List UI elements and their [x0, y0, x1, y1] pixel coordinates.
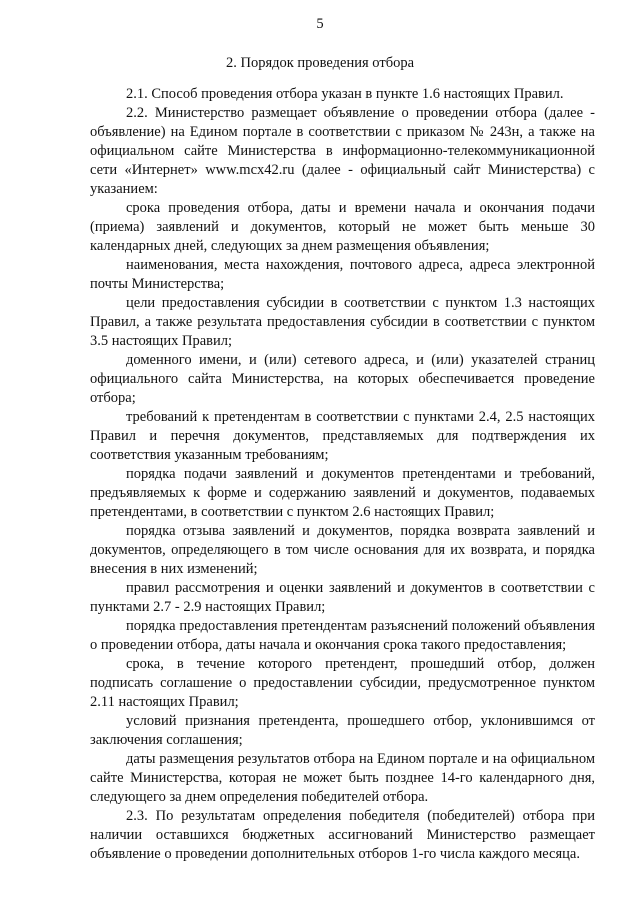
list-item: порядка подачи заявлений и документов претендентами и требований, предъявляемых к форме и содержанию заявлений и документов, подаваемых претендентами, в соответствии с пунктом 2.6 настоящих Правил; [90, 466, 595, 520]
list-item: срока, в течение которого претендент, прошедший отбор, должен подписать соглашение о предоставлении субсидии, предусмотренное пунктом 2.11 настоящих Правил; [90, 656, 595, 710]
list-item: условий признания претендента, прошедшего отбор, уклонившимся от заключения соглашения; [90, 713, 595, 748]
list-item: порядка предоставления претендентам разъяснений положений объявления о проведении отбора, даты начала и окончания срока такого предоставления; [90, 618, 595, 653]
list-item: даты размещения результатов отбора на Едином портале и на официальном сайте Министерства, которая не может быть позднее 14-го календарного дня, следующего за днем определения победителей отбора. [90, 751, 595, 805]
page-number: 5 [316, 16, 324, 32]
list-item: наименования, места нахождения, почтового адреса, адреса электронной почты Министерства; [90, 257, 595, 292]
list-item: цели предоставления субсидии в соответствии с пунктом 1.3 настоящих Правил, а также результата предоставления субсидии в соответствии с пунктом 3.5 настоящих Правил; [90, 295, 595, 349]
paragraph-2-2: 2.2. Министерство размещает объявление о проведении отбора (далее - объявление) на Едином портале в соответствии с приказом № 243н, а также на официальном сайте Министерства в информационно-телекоммуникационной сети «Интернет» www.mcx42.ru (далее - официальный сайт Министерства) с указанием: [90, 105, 595, 197]
list-item: порядка отзыва заявлений и документов, порядка возврата заявлений и документов, определяющего в том числе основания для их возврата, и порядка внесения в них изменений; [90, 523, 595, 577]
list-item: срока проведения отбора, даты и времени начала и окончания подачи (приема) заявлений и документов, который не может быть меньше 30 календарных дней, следующих за днем размещения объявления; [90, 200, 595, 254]
document-body [90, 85, 595, 864]
list-item: требований к претендентам в соответствии с пунктами 2.4, 2.5 настоящих Правил и перечня документов, представляемых для подтверждения их соответствия указанным требованиям; [90, 409, 595, 463]
section-title: 2. Порядок проведения отбора [225, 55, 415, 71]
list-item: доменного имени, и (или) сетевого адреса, и (или) указателей страниц официального сайта Министерства, на которых обеспечивается проведение отбора; [90, 352, 595, 406]
list-item: правил рассмотрения и оценки заявлений и документов в соответствии с пунктами 2.7 - 2.9 настоящих Правил; [90, 580, 595, 615]
paragraph-2-1: 2.1. Способ проведения отбора указан в пункте 1.6 настоящих Правил. [126, 86, 564, 102]
paragraph-2-3: 2.3. По результатам определения победителя (победителей) отбора при наличии оставшихся бюджетных ассигнований Министерство размещает объявление о проведении дополнительных отборов 1-го числа каждого месяца. [90, 808, 595, 862]
